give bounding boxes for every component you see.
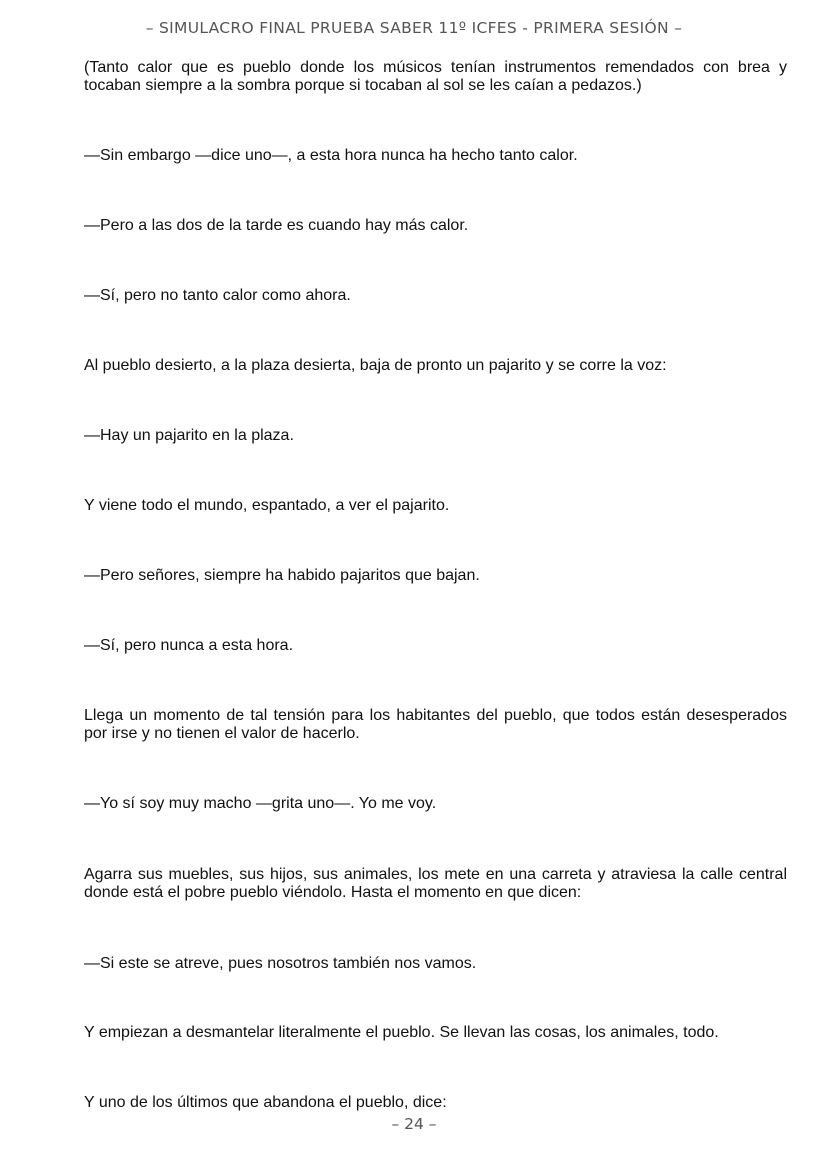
page-header: – SIMULACRO FINAL PRUEBA SABER 11º ICFES - PRIMERA SESIÓN – — [145, 19, 683, 37]
paragraph: —Yo sí soy muy macho —grita uno—. Yo me voy. — [84, 795, 437, 812]
paragraph: Y uno de los últimos que abandona el pueblo, dice: — [84, 1094, 447, 1111]
paragraph: —Sí, pero nunca a esta hora. — [84, 637, 294, 654]
paragraph: (Tanto calor que es pueblo donde los músicos tenían instrumentos remendados con brea y tocaban siempre a la sombra porque si tocaban al sol se les caían a pedazos.) — [84, 59, 787, 94]
paragraph: Llega un momento de tal tensión para los habitantes del pueblo, que todos están desesperados por irse y no tienen el valor de hacerlo. — [84, 707, 787, 742]
paragraph: —Sin embargo —dice uno—, a esta hora nunca ha hecho tanto calor. — [84, 147, 578, 164]
paragraph: —Si este se atreve, pues nosotros también nos vamos. — [84, 955, 477, 972]
paragraph: —Hay un pajarito en la plaza. — [84, 427, 294, 444]
paragraph: —Sí, pero no tanto calor como ahora. — [84, 287, 351, 304]
page-number: – 24 – — [391, 1115, 437, 1133]
paragraph: Al pueblo desierto, a la plaza desierta, baja de pronto un pajarito y se corre la voz: — [84, 357, 667, 374]
paragraph: Y viene todo el mundo, espantado, a ver el pajarito. — [84, 497, 450, 514]
paragraph: —Pero señores, siempre ha habido pajaritos que bajan. — [84, 567, 480, 584]
paragraph: —Pero a las dos de la tarde es cuando hay más calor. — [84, 217, 469, 234]
paragraph: Y empiezan a desmantelar literalmente el pueblo. Se llevan las cosas, los animales, todo. — [84, 1024, 719, 1041]
paragraph: Agarra sus muebles, sus hijos, sus animales, los mete en una carreta y atraviesa la calle central donde está el pobre pueblo viéndolo. Hasta el momento en que dicen: — [84, 866, 787, 901]
